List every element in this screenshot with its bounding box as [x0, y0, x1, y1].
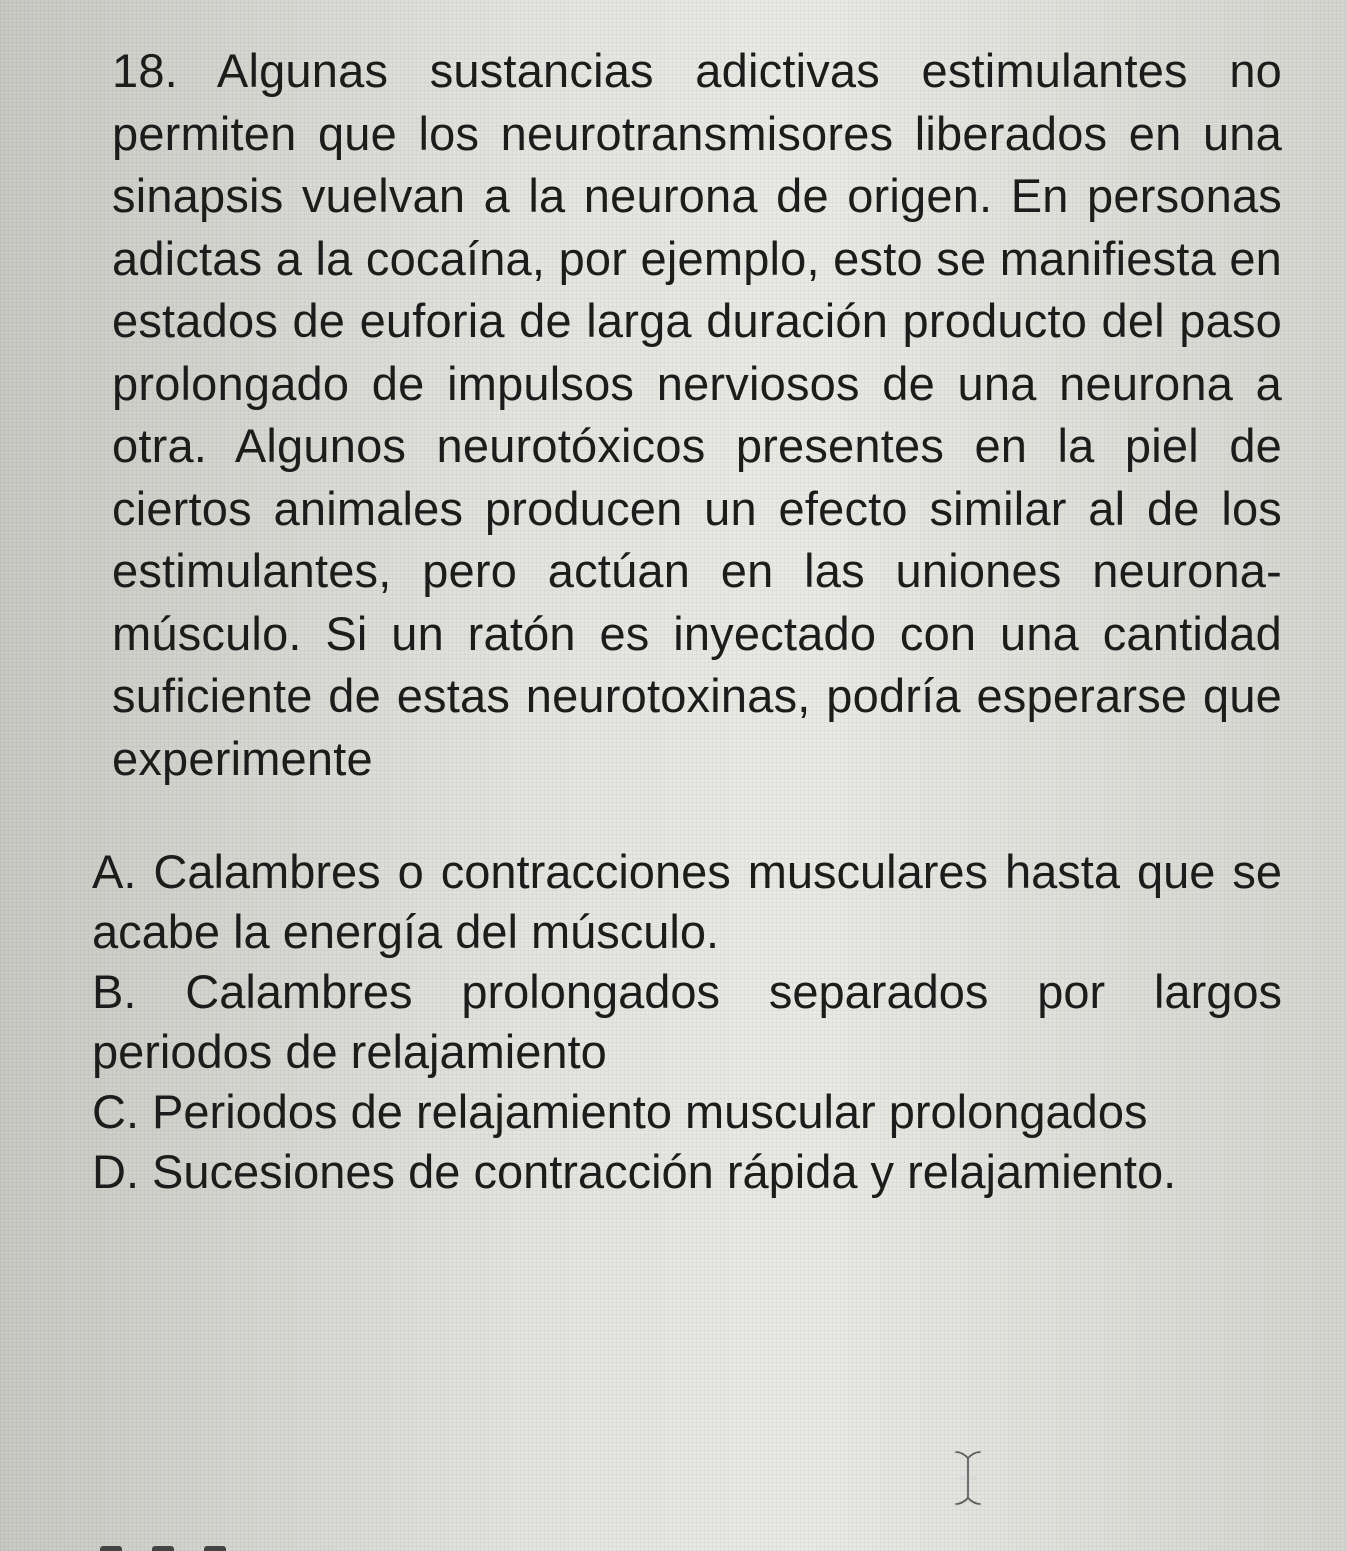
question-stem: 18. Algunas sustancias adictivas estimulantes no permiten que los neurotransmisores liberados en una sinapsis vuelvan a la neurona de origen. En personas adictas a la cocaína, por ejemplo, esto se manifiesta en estados de euforia de larga duración producto del paso prolongado de impulsos nerviosos de una neurona a otra. Algunos neurotóxicos presentes en la piel de ciertos animales producen un efecto similar al de los estimulantes, pero actúan en las uniones neurona-músculo. Si un ratón es inyectado con una cantidad suficiente de estas neurotoxinas, podría esperarse que experimente: [112, 44, 1282, 785]
text-cursor-icon: [948, 1448, 988, 1508]
option-d[interactable]: D. Sucesiones de contracción rápida y relajamiento.: [92, 1145, 1177, 1198]
answer-options: [92, 842, 1282, 1202]
question-sheet: [92, 40, 1282, 1202]
option-c[interactable]: C. Periodos de relajamiento muscular prolongados: [92, 1085, 1148, 1138]
option-a[interactable]: A. Calambres o contracciones musculares hasta que se acabe la energía del músculo.: [92, 845, 1282, 958]
cut-off-next-line: [100, 1538, 300, 1551]
option-b[interactable]: B. Calambres prolongados separados por largos periodos de relajamiento: [92, 965, 1282, 1078]
